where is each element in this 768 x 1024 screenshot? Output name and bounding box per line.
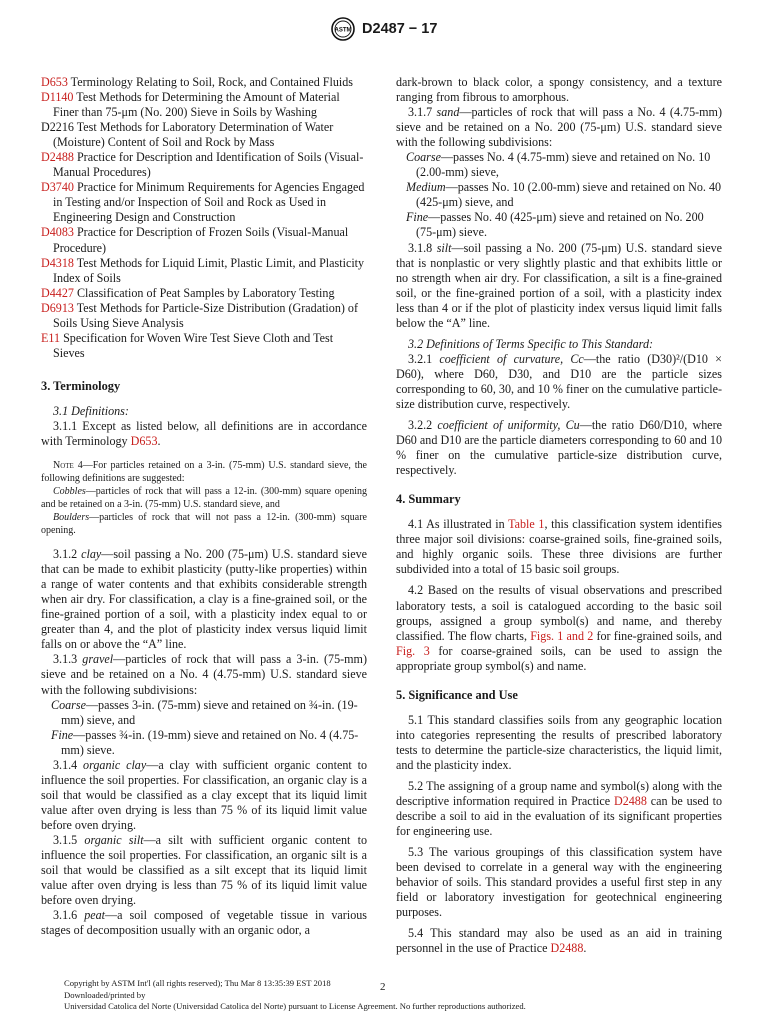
reference-item: D6913 Test Methods for Particle-Size Distribution (Gradation) of Soils Using Sieve Analysis	[41, 300, 359, 330]
figs-1-2-link[interactable]: Figs. 1 and 2	[530, 628, 594, 643]
reference-item: E11 Specification for Woven Wire Test Sieve Cloth and Test Sieves	[41, 330, 334, 360]
definition-silt: 3.1.8 silt—soil passing a No. 200 (75-μm) U.S. standard sieve that is nonplastic or very slightly plastic and that exhibits little or no strength when air dry. For classification, a silt is a fine-grained soil, or the fine-grained portion of a soil, with a plasticity index less than 4 or if the plot of plasticity index versus liquid limit falls below the “A” line.	[396, 240, 722, 330]
paragraph-3-1: 3.1 Definitions:	[53, 403, 129, 418]
reference-item: D2216 Test Methods for Laboratory Determination of Water (Moisture) Content of Soil and Rock by Mass	[41, 120, 334, 150]
paragraph-5-1: 5.1 This standard classifies soils from any geographic location into categories representing the results of prescribed laboratory tests to determine the particle-size characteristics, the liquid limit, and the plasticity index.	[396, 712, 722, 772]
page-header	[0, 17, 768, 41]
paragraph-5-2: 5.2 The assigning of a group name and symbol(s) along with the descriptive information required in Practice D2488 can be used to describe a soil to aid in the evaluation of its significant properties for engineering use.	[396, 778, 722, 839]
reference-link[interactable]: D1140	[41, 90, 74, 105]
reference-list	[41, 75, 367, 361]
gravel-fine: Fine—passes ¾-in. (19-mm) sieve and retained on No. 4 (4.75-mm) sieve.	[51, 727, 359, 757]
paragraph-5-4: 5.4 This standard may also be used as an aid in training personnel in the use of Practice D2488.	[396, 926, 722, 956]
astm-logo-icon	[331, 17, 355, 41]
reference-item: D3740 Practice for Minimum Requirements for Agencies Engaged in Testing and/or Inspection of Soil and Rock as Used in Engineering Design and Construction	[41, 180, 365, 225]
document-code: D2487 − 17	[362, 21, 438, 37]
definition-cc: 3.2.1 coefficient of curvature, Cc—the ratio (D30)²/(D10 × D60), where D60, D30, and D10 are the particle sizes corresponding to 60, 30, and 10 % finer on the cumulative particle-size distribution curve, respectively.	[396, 351, 722, 411]
page-number: 2	[380, 981, 386, 993]
reference-link[interactable]: E11	[41, 330, 61, 345]
reference-id: D2216	[41, 120, 74, 135]
reference-link[interactable]: D653	[130, 434, 158, 449]
paragraph-4-1: 4.1 As illustrated in Table 1, this classification system identifies three major soil divisions: coarse-grained soils, fine-grained soils, and highly organic soils. These three divisions are further subdivided into a total of 15 basic soil groups.	[396, 517, 722, 577]
definition-cu: 3.2.2 coefficient of uniformity, Cu—the ratio D60/D10, where D60 and D10 are the particle diameters corresponding to 60 and 10 % finer on the cumulative particle-size distribution curve, respectively.	[396, 418, 722, 478]
table-1-link[interactable]: Table 1	[508, 517, 545, 532]
fig-3-link[interactable]: Fig. 3	[396, 643, 430, 658]
reference-item: D1140 Test Methods for Determining the Amount of Material Finer than 75-μm (No. 200) Sieve in Soils by Washing	[41, 90, 340, 120]
paragraph-3-2: 3.2 Definitions of Terms Specific to This Standard:	[408, 336, 654, 351]
reference-item: D653 Terminology Relating to Soil, Rock, and Contained Fluids	[41, 75, 354, 89]
svg-text:ASTM: ASTM	[334, 27, 352, 34]
reference-item: D2488 Practice for Description and Identification of Soils (Visual-Manual Procedures)	[41, 150, 364, 180]
right-column	[396, 75, 722, 956]
definition-gravel: 3.1.3 gravel—particles of rock that will pass a 3-in. (75-mm) sieve and be retained on a No. 4 (4.75-mm) U.S. standard sieve with the following subdivisions:	[41, 652, 367, 697]
definition-sand: 3.1.7 sand—particles of rock that will pass a No. 4 (4.75-mm) sieve and be retained on a No. 200 (75-μm) U.S. standard sieve with the following subdivisions:	[396, 105, 722, 150]
note-4: Note 4—For particles retained on a 3-in. (75-mm) U.S. standard sieve, the following definitions are suggested: Cobbles—particles of rock that will pass a 12-in. (300-mm) square opening and be retained on a 3-in. (75-mm) U.S. standard sieve, and Boulders—particles of rock that will not pass a 12-in. (300-mm) square opening.	[41, 460, 367, 537]
reference-link[interactable]: D2488	[550, 941, 584, 956]
left-column	[41, 75, 367, 938]
definition-peat: 3.1.6 peat—a soil composed of vegetable tissue in various stages of decomposition usually with an organic odor, a	[41, 908, 367, 938]
paragraph-5-3: 5.3 The various groupings of this classification system have been devised to correlate in a general way with the engineering behavior of soils. This standard provides a useful first step in any field or laboratory investigation for geotechnical engineering purposes.	[396, 845, 722, 920]
reference-link[interactable]: D3740	[41, 180, 74, 195]
reference-link[interactable]: D4427	[41, 285, 74, 300]
copyright-footer: Copyright by ASTM Int'l (all rights reserved); Thu Mar 8 13:35:39 EST 2018 Downloaded/printed by Universidad Catolica del Norte (Universidad Catolica del Norte) pursuant to License Agreement. No further reproductions authorized.	[64, 978, 526, 1011]
reference-link[interactable]: D6913	[41, 300, 74, 315]
gravel-coarse: Coarse—passes 3-in. (75-mm) sieve and retained on ¾-in. (19-mm) sieve, and	[51, 697, 358, 727]
definition-organic-clay: 3.1.4 organic clay—a clay with sufficient organic content to influence the soil properties. For classification, an organic clay is a soil that would be classified as a clay except that its liquid limit value after oven drying is less than 75 % of its liquid limit value before oven drying.	[41, 757, 367, 832]
paragraph-3-1-1: 3.1.1 Except as listed below, all definitions are in accordance with Terminology D653.	[41, 418, 367, 449]
reference-item: D4318 Test Methods for Liquid Limit, Plastic Limit, and Plasticity Index of Soils	[41, 255, 365, 285]
sand-medium: Medium—passes No. 10 (2.00-mm) sieve and retained on No. 40 (425-μm) sieve, and	[406, 180, 722, 210]
paragraph-4-2: 4.2 Based on the results of visual observations and prescribed laboratory tests, a soil is catalogued according to the basic soil groups, assigned a group symbol(s) and name, and thereby classified. The flow charts, Figs. 1 and 2 for fine-grained soils, and Fig. 3 for coarse-grained soils, can be used to assign the appropriate group symbol(s) and name.	[396, 583, 722, 673]
section-heading-summary: 4. Summary	[396, 492, 461, 507]
section-heading-significance: 5. Significance and Use	[396, 687, 518, 702]
sand-fine: Fine—passes No. 40 (425-μm) sieve and retained on No. 200 (75-μm) sieve.	[406, 210, 704, 240]
reference-link[interactable]: D653	[41, 75, 68, 89]
section-heading-terminology: 3. Terminology	[41, 378, 121, 393]
definition-clay: 3.1.2 clay—soil passing a No. 200 (75-μm) U.S. standard sieve that can be made to exhibit plasticity (putty-like properties) within a range of water contents and that exhibits considerable strength when air dry. For classification, a clay is a fine-grained soil, or the fine-grained portion of a soil, with a plasticity index equal to or greater than 4, and the plot of plasticity index versus liquid limit falls on or above the “A” line.	[41, 547, 367, 652]
definition-peat-continued: dark-brown to black color, a spongy consistency, and a texture ranging from fibrous to amorphous.	[396, 75, 722, 105]
definition-organic-silt: 3.1.5 organic silt—a silt with sufficient organic content to influence the soil properties. For classification, an organic silt is a soil that would be classified as a silt except that its liquid limit value after oven drying is less than 75 % of its liquid limit value before oven drying.	[41, 832, 368, 908]
reference-link[interactable]: D4318	[41, 255, 74, 270]
reference-item: D4427 Classification of Peat Samples by Laboratory Testing	[41, 285, 335, 300]
reference-item: D4083 Practice for Description of Frozen Soils (Visual-Manual Procedure)	[41, 225, 349, 255]
reference-link[interactable]: D2488	[613, 794, 647, 809]
sand-coarse: Coarse—passes No. 4 (4.75-mm) sieve and retained on No. 10 (2.00-mm) sieve,	[406, 150, 711, 180]
reference-link[interactable]: D2488	[41, 150, 74, 165]
reference-link[interactable]: D4083	[41, 225, 74, 240]
